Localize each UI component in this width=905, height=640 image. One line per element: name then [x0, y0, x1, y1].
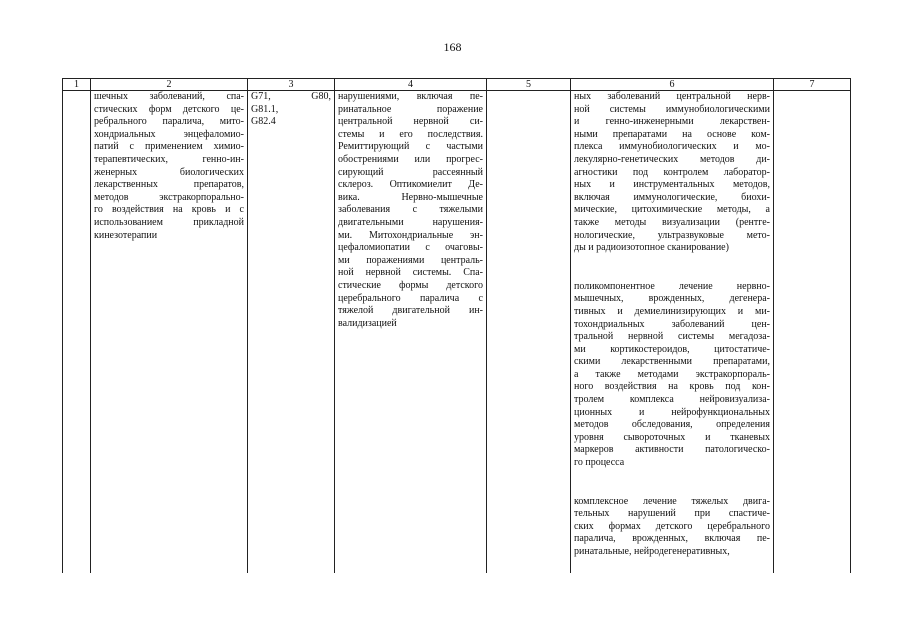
header-col-4: 4: [335, 79, 487, 91]
description-paragraph-2: [574, 281, 770, 470]
header-col-3: 3: [248, 79, 335, 91]
icd-codes: [251, 91, 331, 129]
text-line: Ремиттирующий с частыми: [338, 141, 483, 153]
text-line: лекарственных препаратов,: [94, 179, 244, 191]
cell-col-4: [335, 91, 487, 573]
text-line: терапевтических, генно-ин-: [94, 153, 244, 165]
text-line: поликомпонентное лечение нервно-: [574, 280, 770, 292]
text-line: ционных и нейрофункциональных: [574, 406, 770, 418]
text-line: ми поражениями централь-: [338, 254, 483, 266]
text-line: ды и радиоизотопное сканирование): [574, 242, 729, 254]
cell-col-7: [774, 91, 851, 573]
cell-col-6: [571, 91, 774, 573]
text-line: хондриальных энцефаломио-: [94, 128, 244, 140]
text-line: ными препаратами на основе ком-: [574, 128, 770, 140]
text-line: центральной нервной си-: [338, 116, 483, 128]
text-line: церебрального паралича с: [338, 292, 483, 304]
text-line: G81.1,: [251, 103, 279, 115]
text-line: мышечных, врожденных, дегенера-: [574, 293, 770, 305]
text-line: скими лекарственными препаратами,: [574, 356, 770, 368]
text-line: го воздействия на кровь и с: [94, 204, 244, 216]
text-line: тохондриальных заболеваний цен-: [574, 318, 770, 330]
text-line: ной системы иммунобиологическими: [574, 103, 770, 115]
header-col-5: 5: [487, 79, 571, 91]
text-line: тельных нарушений при спастиче-: [574, 508, 770, 520]
text-line: комплексное лечение тяжелых двига-: [574, 495, 770, 507]
text-line: кинезотерапии: [94, 229, 158, 241]
text-line: агностики под контролем лаборатор-: [574, 166, 770, 178]
text-line: и генно-инженерными лекарствен-: [574, 116, 770, 128]
text-line: также методы визуализации (рентге-: [574, 216, 770, 228]
header-col-2: 2: [91, 79, 248, 91]
text-line: G82.4: [251, 116, 276, 128]
text-line: уровня сывороточных и тканевых: [574, 431, 770, 443]
header-col-7: 7: [774, 79, 851, 91]
text-line: плекса иммунобиологических и мо-: [574, 141, 770, 153]
services-table: [62, 78, 851, 573]
treatment-method-text: [94, 91, 244, 242]
text-line: использованием прикладной: [94, 216, 244, 228]
text-line: ной нервной системы. Спа-: [338, 267, 483, 279]
text-line: двигательными нарушения-: [338, 216, 483, 228]
text-line: тролем комплекса нейровизуализа-: [574, 394, 770, 406]
description-paragraph-1: [574, 91, 770, 255]
text-line: нарушениями, включая пе-: [338, 91, 483, 102]
page-number: 168: [443, 40, 462, 54]
cell-col-5: [487, 91, 571, 573]
text-line: го процесса: [574, 457, 625, 469]
text-line: ми кортикостероидов, цитостатиче-: [574, 343, 770, 355]
text-line: женерных биологических: [94, 166, 244, 178]
text-line: ринатальное поражение: [338, 103, 483, 115]
text-line: стемы и его последствия.: [338, 128, 483, 140]
table-row: [63, 91, 851, 573]
text-line: заболевания с тяжелыми: [338, 204, 483, 216]
text-line: ми. Митохондриальные эн-: [338, 229, 483, 241]
text-line: мические, цитохимические методы, а: [574, 204, 770, 216]
description-paragraph-3: [574, 496, 770, 559]
text-line: методов обследования, определения: [574, 419, 770, 431]
text-line: цефаломиопатии с очаговы-: [338, 242, 483, 254]
text-line: вика. Нервно-мышечные: [338, 191, 483, 203]
text-line: валидизацией: [338, 317, 397, 329]
cell-col-3: [248, 91, 335, 573]
text-line: шечных заболеваний, спа-: [94, 91, 244, 102]
text-line: стические формы детского: [338, 279, 483, 291]
text-line: паралича, врожденных, включая пе-: [574, 533, 770, 545]
text-line: тральной нервной системы мегадоза-: [574, 331, 770, 343]
text-line: склероз. Оптикомиелит Де-: [338, 179, 483, 191]
text-line: ских формах детского церебрального: [574, 520, 770, 532]
text-line: тяжелой двигательной ин-: [338, 305, 483, 317]
text-line: обострениями или прогрес-: [338, 153, 483, 165]
diagnosis-text: [338, 91, 483, 330]
header-col-6: 6: [571, 79, 774, 91]
text-line: методов экстракорпорально-: [94, 191, 244, 203]
text-line: патий с применением химио-: [94, 141, 244, 153]
text-line: ринатальные, нейродегенеративных,: [574, 546, 730, 557]
text-line: включая иммунологические, биохи-: [574, 191, 770, 203]
text-line: нологические, ультразвуковые мето-: [574, 229, 770, 241]
cell-col-2: [91, 91, 248, 573]
text-line: тивных и демиелинизирующих и ми-: [574, 305, 770, 317]
text-line: маркеров активности патологическо-: [574, 444, 770, 456]
text-line: а также методами экстракорпораль-: [574, 368, 770, 380]
header-col-1: 1: [63, 79, 91, 91]
text-line: ного воздействия на кровь под кон-: [574, 381, 770, 393]
text-line: сирующий рассеянный: [338, 166, 483, 178]
text-line: ных заболеваний центральной нерв-: [574, 91, 770, 102]
text-line: стических форм детского це-: [94, 103, 244, 115]
text-line: ребрального паралича, мито-: [94, 116, 244, 128]
text-line: лекулярно-генетических методов ди-: [574, 153, 770, 165]
header-row: [63, 79, 851, 91]
text-line: G71, G80,: [251, 91, 331, 102]
cell-col-1: [63, 91, 91, 573]
text-line: ных и инструментальных методов,: [574, 179, 770, 191]
